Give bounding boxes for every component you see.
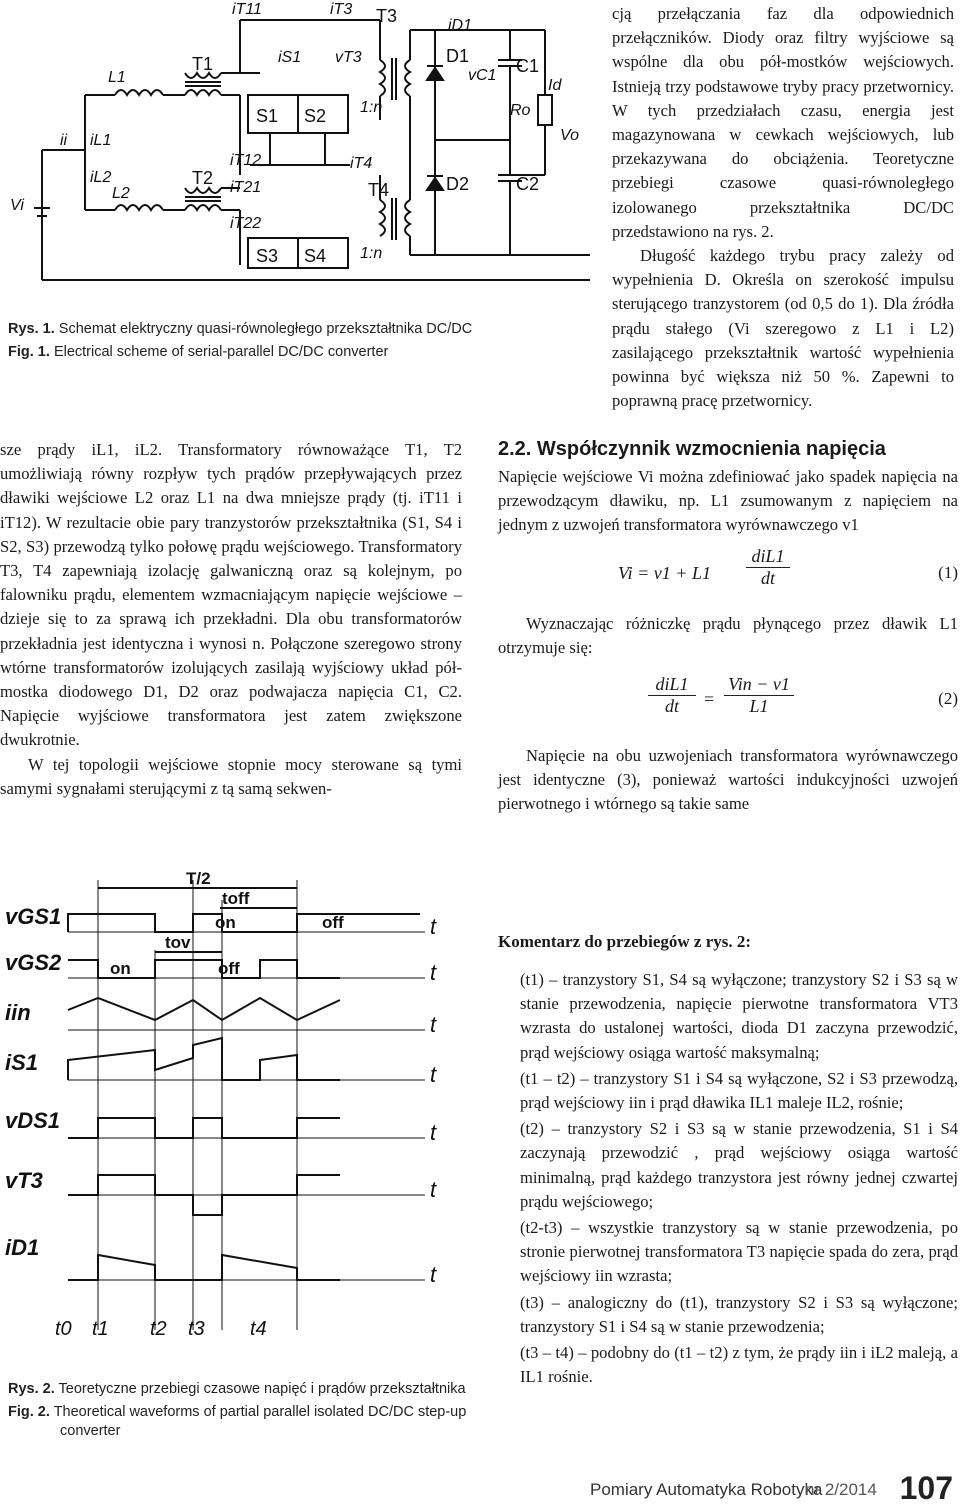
comment-item bbox=[498, 968, 958, 1065]
page-footer bbox=[570, 1470, 955, 1504]
comment-key: (t2) bbox=[520, 1119, 544, 1139]
figure-1-caption-pl bbox=[8, 320, 478, 339]
label-ratio2: 1:n bbox=[360, 245, 383, 262]
section-intro: Napięcie wejściowe Vi można zdefiniować jako spadek napięcia na przewodzącym dławiku, np. L1 zsumowanym z napięciem na jednym z uzwojeń transformatora wyrównawczego v1 bbox=[498, 467, 958, 535]
label-iT12: iT12 bbox=[230, 152, 262, 169]
label-iT11: iT11 bbox=[232, 1, 262, 18]
equation-2-left-fraction bbox=[648, 674, 696, 717]
label-Vi: Vi bbox=[10, 197, 24, 214]
comment-text: – podobny do (t1 – t2) z tym, że prądy iin i iL2 maleją, a IL1 rośnie. bbox=[520, 1343, 958, 1387]
period-label: T/2 bbox=[186, 870, 211, 888]
comments-list bbox=[498, 968, 958, 1389]
equation-1-fraction bbox=[746, 546, 790, 589]
comment-text: – tranzystory S1, S4 są wyłączone; tranzystory S2 i S3 są w stanie przewodzenia, napięcie pierwotne transformatora VT3 wzrasta do ustalonej wartości, dioda D1 zaczyna przewodzić, prąd wejściowy osiąga wartość maksymalną; bbox=[520, 970, 958, 1062]
label-C1: C1 bbox=[516, 56, 540, 76]
figure-1-label-en: Fig. 1. bbox=[8, 344, 50, 360]
comment-item bbox=[498, 1216, 958, 1289]
signal-label-iD1: iD1 bbox=[5, 1235, 40, 1260]
top-right-paragraph-1: cją przełączania faz dla odpowiednich przełączników. Diody oraz filtry wyjściowe są wspólne dla obu pół-mostków wejściowych. Istnieją trzy podstawowe tryby pracy przetwornicy. W tych przedziałach czasu, energia jest magazynowana w cewkach wejściowych, lub przekazywana do obciążenia. Teoretyczne przebiegi czasowe quasi-równoległego izolowanego przekształtnika DC/DC przedstawiono na rys. 2. bbox=[612, 4, 954, 241]
label-L1: L1 bbox=[108, 69, 126, 86]
figure-1-caption bbox=[8, 320, 478, 362]
label-C2: C2 bbox=[516, 174, 540, 194]
signal-label-vT3: vT3 bbox=[5, 1168, 43, 1193]
equation-1-numerator: diL1 bbox=[746, 546, 790, 568]
signal-label-iS1: iS1 bbox=[5, 1050, 39, 1075]
time-axis-2: t bbox=[430, 960, 437, 985]
top-right-text bbox=[612, 2, 954, 413]
label-D1: D1 bbox=[446, 46, 470, 66]
equation-2-left-denominator: dt bbox=[664, 696, 679, 717]
label-iL2: iL2 bbox=[90, 169, 112, 186]
footer-issue: nr 2/2014 bbox=[805, 1480, 877, 1499]
section-after: Napięcie na obu uzwojeniach transformatora wyrównawczego jest identyczne (3), ponieważ wartości indukcyjności uzwojeń pierwotnego i wtórnego są takie same bbox=[498, 746, 958, 814]
equation-1 bbox=[498, 546, 958, 604]
on-label-2: on bbox=[110, 959, 131, 978]
comment-item bbox=[498, 1291, 958, 1339]
label-D2: D2 bbox=[446, 174, 470, 194]
figure-2-label-en: Fig. 2. bbox=[8, 1404, 50, 1420]
comment-key: (t3 – t4) bbox=[520, 1343, 574, 1363]
comments-block bbox=[498, 932, 958, 1391]
label-T2: T2 bbox=[192, 168, 214, 188]
tick-t0: t0 bbox=[55, 1318, 72, 1340]
label-T4: T4 bbox=[368, 180, 390, 200]
figure-1-label-pl: Rys. 1. bbox=[8, 321, 55, 337]
figure-1-schematic bbox=[0, 0, 600, 305]
label-vC1: vC1 bbox=[468, 67, 497, 84]
time-axis-3: t bbox=[430, 1012, 437, 1037]
comment-text: – tranzystory S1 i S4 są wyłączone, S2 i S3 przewodzą, prąd wejściowy iin i prąd dławika IL1 maleje IL2, rośnie; bbox=[520, 1068, 958, 1113]
signal-label-iin: iin bbox=[5, 1000, 31, 1025]
figure-2-caption bbox=[8, 1380, 478, 1441]
section-heading: 2.2. Współczynnik wzmocnienia napięcia bbox=[498, 438, 886, 460]
label-iS1: iS1 bbox=[278, 49, 302, 66]
comment-item bbox=[498, 1341, 958, 1389]
equation-2-equals: = bbox=[704, 689, 715, 710]
label-T1: T1 bbox=[192, 54, 214, 74]
figure-1-caption-en bbox=[8, 343, 478, 362]
off-label-2: off bbox=[218, 959, 240, 978]
label-iT22: iT22 bbox=[230, 215, 262, 232]
time-axis-6: t bbox=[430, 1177, 437, 1202]
left-column-text bbox=[0, 438, 462, 801]
comments-title: Komentarz do przebiegów z rys. 2: bbox=[498, 932, 752, 951]
comment-item bbox=[498, 1117, 958, 1214]
label-iT3: iT3 bbox=[330, 1, 353, 18]
label-vT3: vT3 bbox=[335, 49, 362, 66]
equation-2 bbox=[498, 674, 958, 736]
tick-t3: t3 bbox=[188, 1318, 205, 1340]
time-axis-5: t bbox=[430, 1120, 437, 1145]
time-axis-1: t bbox=[430, 914, 437, 939]
footer-page-number: 107 bbox=[899, 1470, 953, 1506]
equation-2-left-numerator: diL1 bbox=[648, 674, 696, 696]
off-label-1: off bbox=[322, 913, 344, 932]
comment-text: – wszystkie tranzystory są w stanie przewodzenia, po stronie pierwotnej transformatora T3 napięcie spada do zera, prąd wejściowy iin wzrasta; bbox=[520, 1218, 958, 1286]
signal-label-vGS1: vGS1 bbox=[5, 904, 62, 929]
top-right-paragraph-2: Długość każdego trybu pracy zależy od wypełnienia D. Określa on szerokość impulsu sterującego tranzystorem (od 0,5 do 1). Dla źródła prądu stałego (Vi szeregowo z L1 i L2) zasilającego przekształtnik wartość wypełnienia powinna być większa niż 50 %. Zapewni to poprawną pracę przetwornicy. bbox=[612, 246, 954, 411]
time-axis-4: t bbox=[430, 1062, 437, 1087]
equation-1-denominator: dt bbox=[760, 567, 775, 588]
toff-label: toff bbox=[222, 889, 250, 908]
tick-t2: t2 bbox=[150, 1318, 167, 1340]
footer-journal: Pomiary Automatyka Robotyka bbox=[590, 1480, 823, 1499]
label-S2: S2 bbox=[304, 106, 327, 126]
equation-2-right-denominator: L1 bbox=[749, 696, 769, 717]
equation-2-right-numerator: Vin − v1 bbox=[724, 674, 794, 696]
label-ratio1: 1:n bbox=[360, 99, 383, 116]
figure-1-text-pl: Schemat elektryczny quasi-równoległego przekształtnika DC/DC bbox=[58, 321, 473, 337]
figure-2-caption-en bbox=[8, 1403, 478, 1441]
label-iT21: iT21 bbox=[230, 179, 262, 196]
label-Id: Id bbox=[548, 77, 562, 94]
label-iT4: iT4 bbox=[350, 155, 373, 172]
equation-1-lhs: Vi = v1 + L1 bbox=[618, 562, 711, 583]
label-iD1: iD1 bbox=[448, 17, 473, 34]
label-S4: S4 bbox=[304, 246, 327, 266]
left-paragraph-2: W tej topologii wejściowe stopnie mocy sterowane są tymi samymi sygnałami sterującymi z tą samą sekwen- bbox=[0, 754, 462, 798]
comment-key: (t1 – t2) bbox=[520, 1068, 576, 1088]
label-S3: S3 bbox=[256, 246, 279, 266]
on-label-1: on bbox=[215, 913, 236, 932]
comment-key: (t2-t3) bbox=[520, 1218, 563, 1238]
label-Ro: Ro bbox=[510, 102, 531, 119]
waveform-diagram bbox=[0, 870, 470, 1360]
figure-2-caption-pl bbox=[8, 1380, 478, 1399]
comment-text: – analogiczny do (t1), tranzystory S2 i S3 są wyłączone; tranzystory S1 i S4 są w stanie przewodzenia; bbox=[520, 1292, 958, 1336]
time-axis-7: t bbox=[430, 1262, 437, 1287]
comment-item bbox=[498, 1067, 958, 1115]
figure-2-text-pl: Teoretyczne przebiegi czasowe napięć i prądów przekształtnika bbox=[58, 1381, 466, 1397]
figure-2-waveforms bbox=[0, 870, 470, 1360]
signal-label-vGS2: vGS2 bbox=[5, 950, 62, 975]
comment-key: (t1) bbox=[520, 970, 544, 989]
figure-2-text-en: Theoretical waveforms of partial parallel isolated DC/DC step-up converter bbox=[53, 1404, 467, 1439]
equation-2-right-fraction bbox=[724, 674, 794, 717]
section-2-2 bbox=[498, 438, 958, 817]
label-S1: S1 bbox=[256, 106, 279, 126]
signal-label-vDS1: vDS1 bbox=[5, 1108, 61, 1133]
section-mid: Wyznaczając różniczkę prądu płynącego przez dławik L1 otrzymuje się: bbox=[498, 613, 958, 657]
figure-1-text-en: Electrical scheme of serial-parallel DC/DC converter bbox=[53, 344, 389, 360]
figure-2-label-pl: Rys. 2. bbox=[8, 1381, 55, 1397]
tov-label: tov bbox=[165, 933, 191, 952]
label-T3: T3 bbox=[376, 6, 398, 26]
equation-1-number: (1) bbox=[938, 562, 958, 582]
left-paragraph-1: sze prądy iL1, iL2. Transformatory równoważące T1, T2 umożliwiają równy rozpływ tych prądów przepływających przez dławiki wejściowe L2 oraz L1 na dwa mniejsze prądy (tj. iT11 i iT12). W rezultacie obie pary tranzystorów przekształtnika (S1, S4 i S2, S3) przewodzą tylko połowę prądu wejściowego. Transformatory T3, T4 zapewniają izolację galwaniczną oraz są kolejnym, po falowniku prądu, elementem wzmacniającym napięcie wejściowe – dzieje się to za sprawą ich przekładni. Dla obu transformatorów przekładnia jest identyczna i wynosi n. Połączone szeregowo strony wtórne transformatorów izolujących zasilają wyjściowy układ pół-mostka diodowego D1, D2 oraz podwajacza napięcia C1, C2. Napięcie wyjściowe transformatora jest zatem zwiększone dwukrotnie. bbox=[0, 440, 462, 750]
circuit-diagram bbox=[0, 0, 600, 305]
comment-key: (t3) bbox=[520, 1292, 544, 1312]
tick-t1: t1 bbox=[92, 1318, 109, 1340]
label-iL1: iL1 bbox=[90, 132, 112, 149]
tick-t4: t4 bbox=[250, 1318, 267, 1340]
label-L2: L2 bbox=[112, 185, 130, 202]
equation-2-number: (2) bbox=[938, 689, 958, 709]
label-Vo: Vo bbox=[560, 127, 579, 144]
label-ii: ii bbox=[60, 132, 68, 149]
comment-text: – tranzystory S2 i S3 są w stanie przewodzenia, S1 i S4 zaczynają przewodzić , prąd wejściowy osiąga wartość minimalną, prąd każdego tranzystora jest równy jednej czwartej prądu wejściowego; bbox=[520, 1119, 958, 1211]
